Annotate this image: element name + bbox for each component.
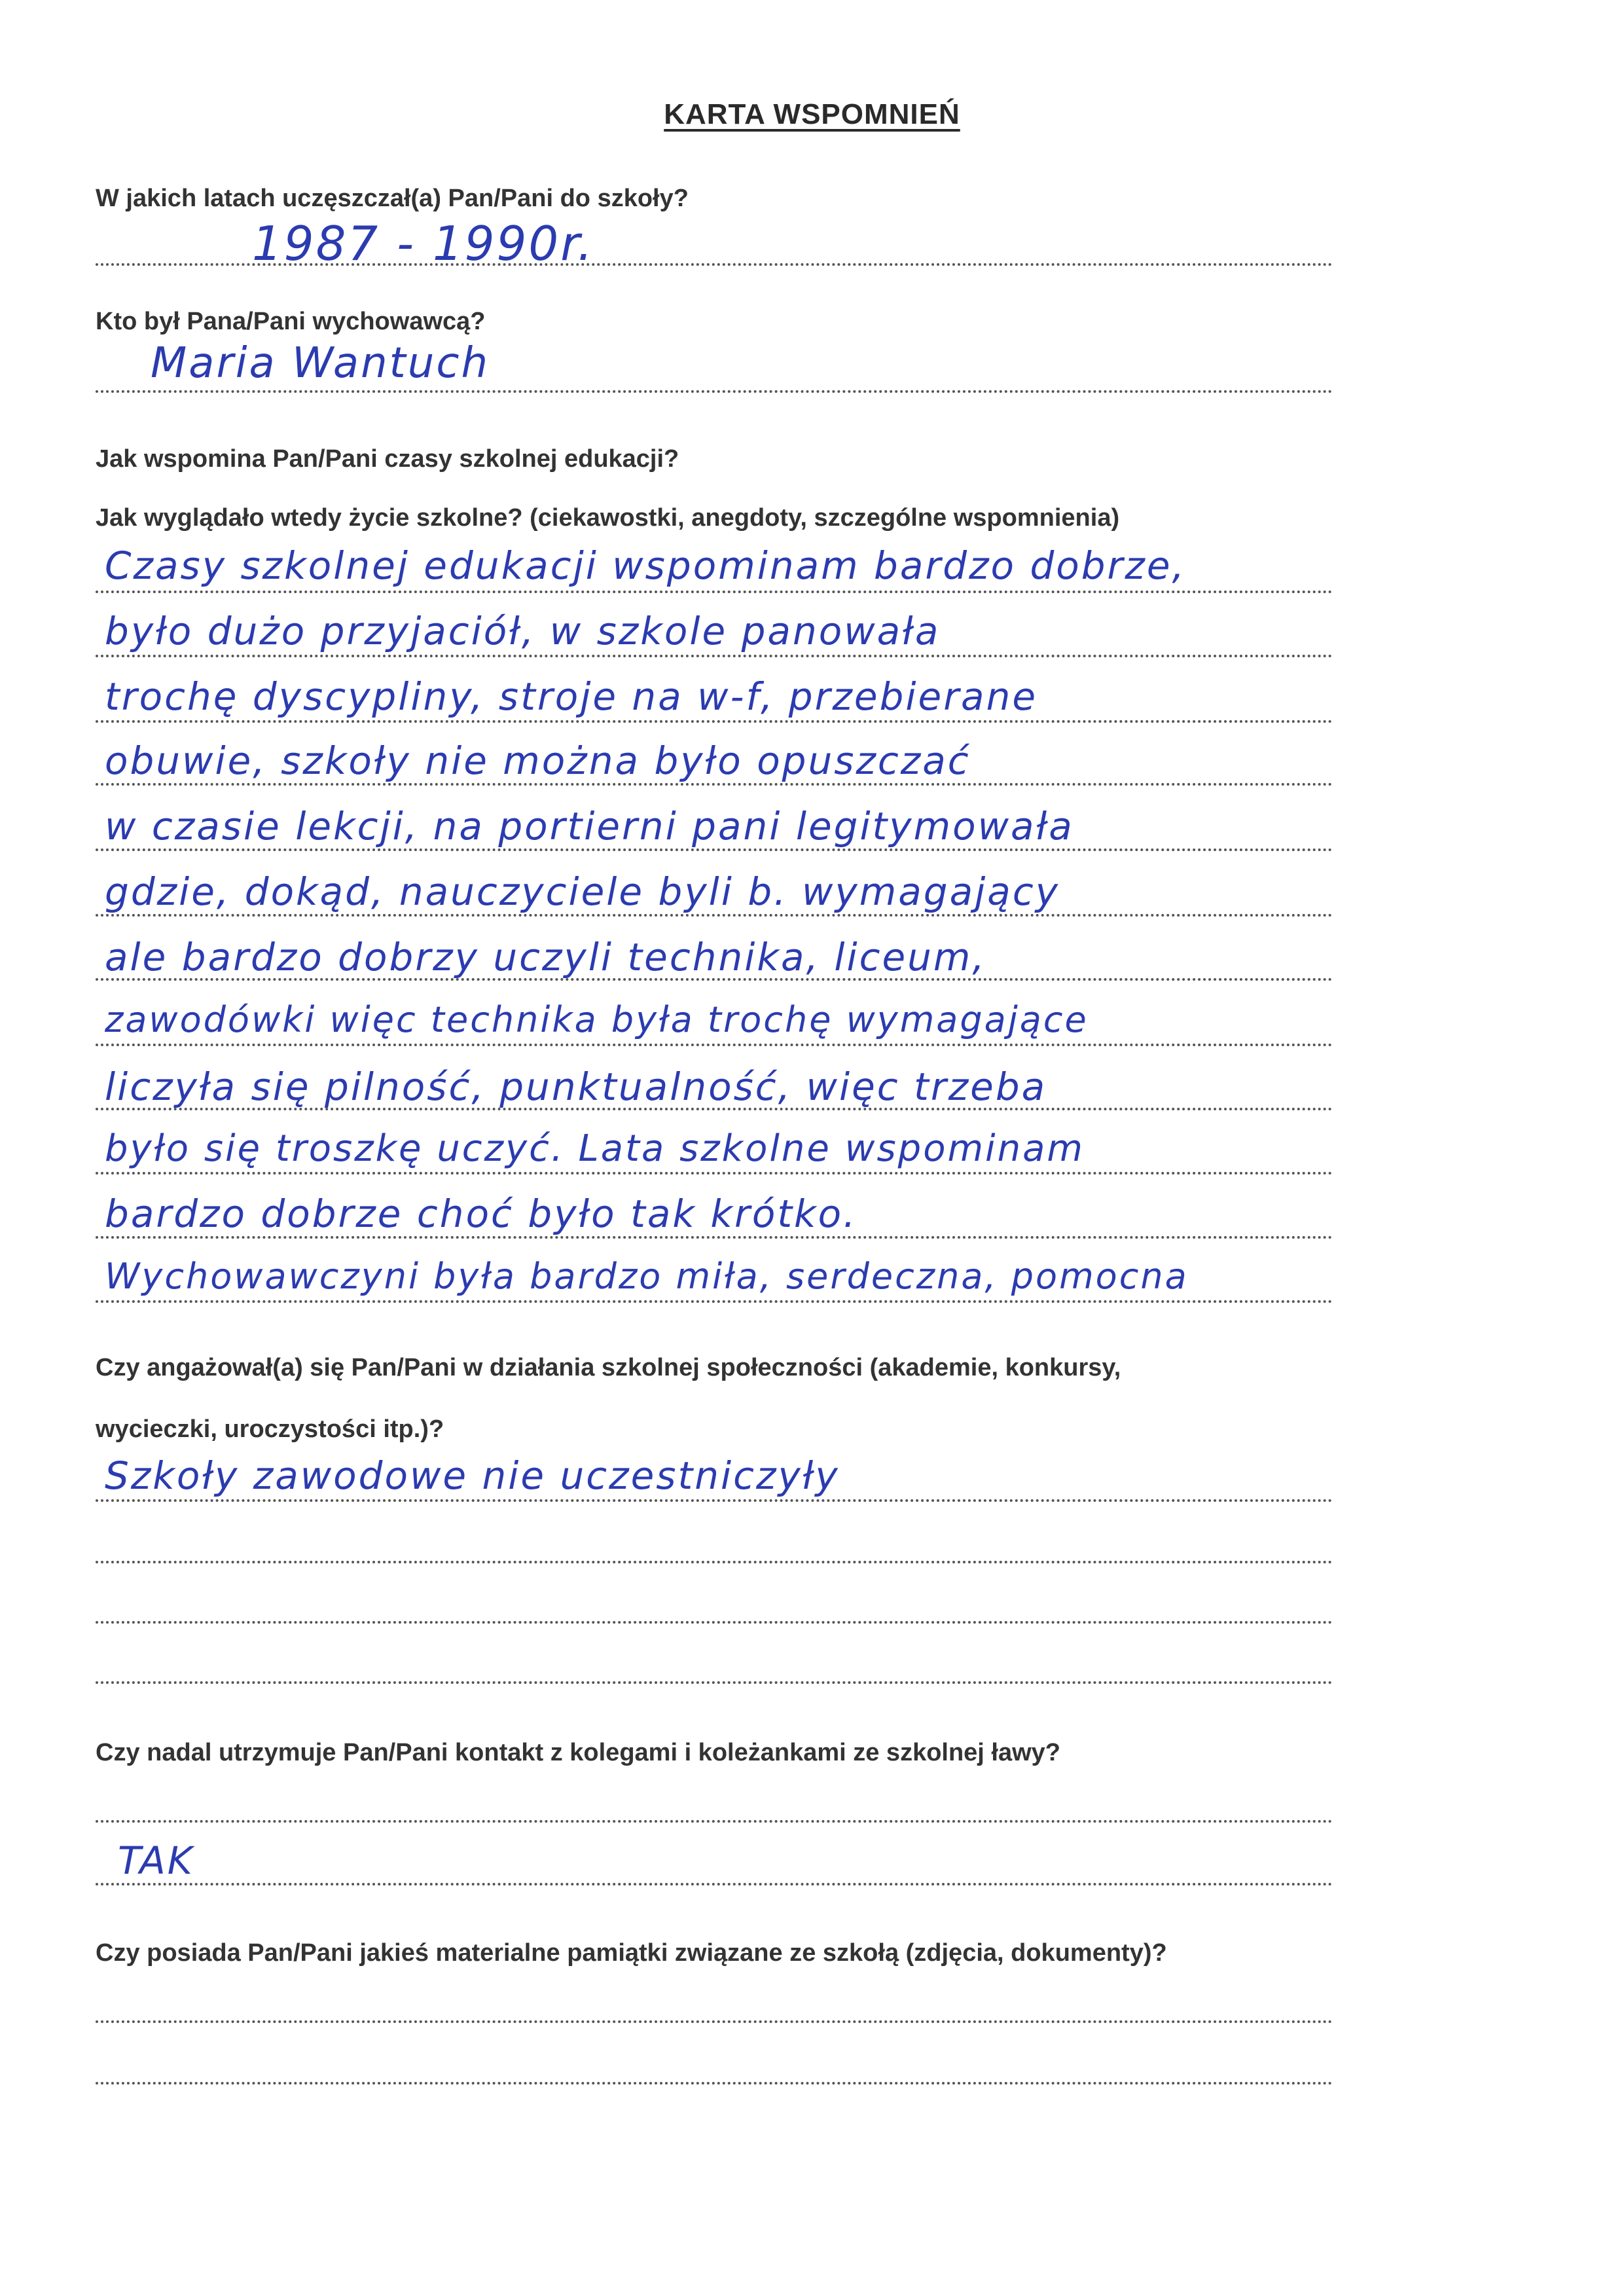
question-engagement-cont: wycieczki, uroczystości itp.)? <box>96 1415 444 1443</box>
answer-line <box>96 1499 1333 1502</box>
question-education-memories: Jak wspomina Pan/Pani czasy szkolnej edukacji? <box>96 445 679 473</box>
answer-line <box>96 2082 1333 2085</box>
answer-line <box>96 914 1333 917</box>
answer-line <box>96 1883 1333 1886</box>
answer-memory-line: gdzie, dokąd, nauczyciele byli b. wymagający <box>105 869 1060 914</box>
question-keepsakes: Czy posiada Pan/Pani jakieś materialne pamiątki związane ze szkołą (zdjęcia, dokumenty)? <box>96 1939 1167 1967</box>
answer-memory-line: Wychowawczyni była bardzo miła, serdeczna, pomocna <box>105 1256 1189 1297</box>
question-engagement: Czy angażował(a) się Pan/Pani w działania szkolnej społeczności (akademie, konkursy, <box>96 1354 1121 1381</box>
answer-line <box>96 1681 1333 1684</box>
answer-line <box>96 390 1333 393</box>
question-contact: Czy nadal utrzymuje Pan/Pani kontakt z kolegami i koleżankami ze szkolnej ławy? <box>96 1739 1061 1766</box>
answer-line <box>96 1621 1333 1624</box>
answer-memory-line: było dużo przyjaciół, w szkole panowała <box>105 609 941 653</box>
answer-memory-line: ale bardzo dobrzy uczyli technika, liceum, <box>105 935 986 979</box>
answer-line <box>96 783 1333 786</box>
answer-line <box>96 1108 1333 1110</box>
answer-memory-line: obuwie, szkoły nie można było opuszczać <box>105 738 971 783</box>
answer-contact: TAK <box>118 1838 194 1883</box>
answer-line <box>96 1236 1333 1239</box>
answer-line <box>96 848 1333 851</box>
answer-line <box>96 1561 1333 1563</box>
answer-line <box>96 655 1333 657</box>
answer-school-years: 1987 - 1990r. <box>252 216 595 271</box>
answer-line <box>96 1044 1333 1046</box>
answer-line <box>96 720 1333 723</box>
answer-memory-line: Czasy szkolnej edukacji wspominam bardzo dobrze, <box>105 543 1186 588</box>
answer-engagement: Szkoły zawodowe nie uczestniczyły <box>105 1453 840 1498</box>
answer-memory-line: było się troszkę uczyć. Lata szkolne wspominam <box>105 1127 1085 1170</box>
question-school-life: Jak wyglądało wtedy życie szkolne? (ciekawostki, anegdoty, szczególne wspomnienia) <box>96 504 1120 532</box>
answer-memory-line: liczyła się pilność, punktualność, więc trzeba <box>105 1065 1047 1109</box>
answer-line <box>96 263 1333 266</box>
answer-teacher: Maria Wantuch <box>151 339 490 388</box>
answer-line <box>96 2020 1333 2023</box>
answer-line <box>96 1172 1333 1175</box>
answer-line <box>96 1300 1333 1303</box>
answer-line <box>96 978 1333 981</box>
answer-memory-line: w czasie lekcji, na portierni pani legitymowała <box>105 804 1074 848</box>
answer-memory-line: trochę dyscypliny, stroje na w-f, przebierane <box>105 674 1038 719</box>
answer-memory-line: bardzo dobrze choć było tak krótko. <box>105 1192 857 1236</box>
answer-line <box>96 591 1333 593</box>
answer-memory-line: zawodówki więc technika była trochę wymagające <box>105 999 1089 1040</box>
answer-line <box>96 1820 1333 1823</box>
question-school-years: W jakich latach uczęszczał(a) Pan/Pani do szkoły? <box>96 185 689 212</box>
question-teacher: Kto był Pana/Pani wychowawcą? <box>96 308 486 335</box>
page-title: KARTA WSPOMNIEŃ <box>664 98 960 130</box>
